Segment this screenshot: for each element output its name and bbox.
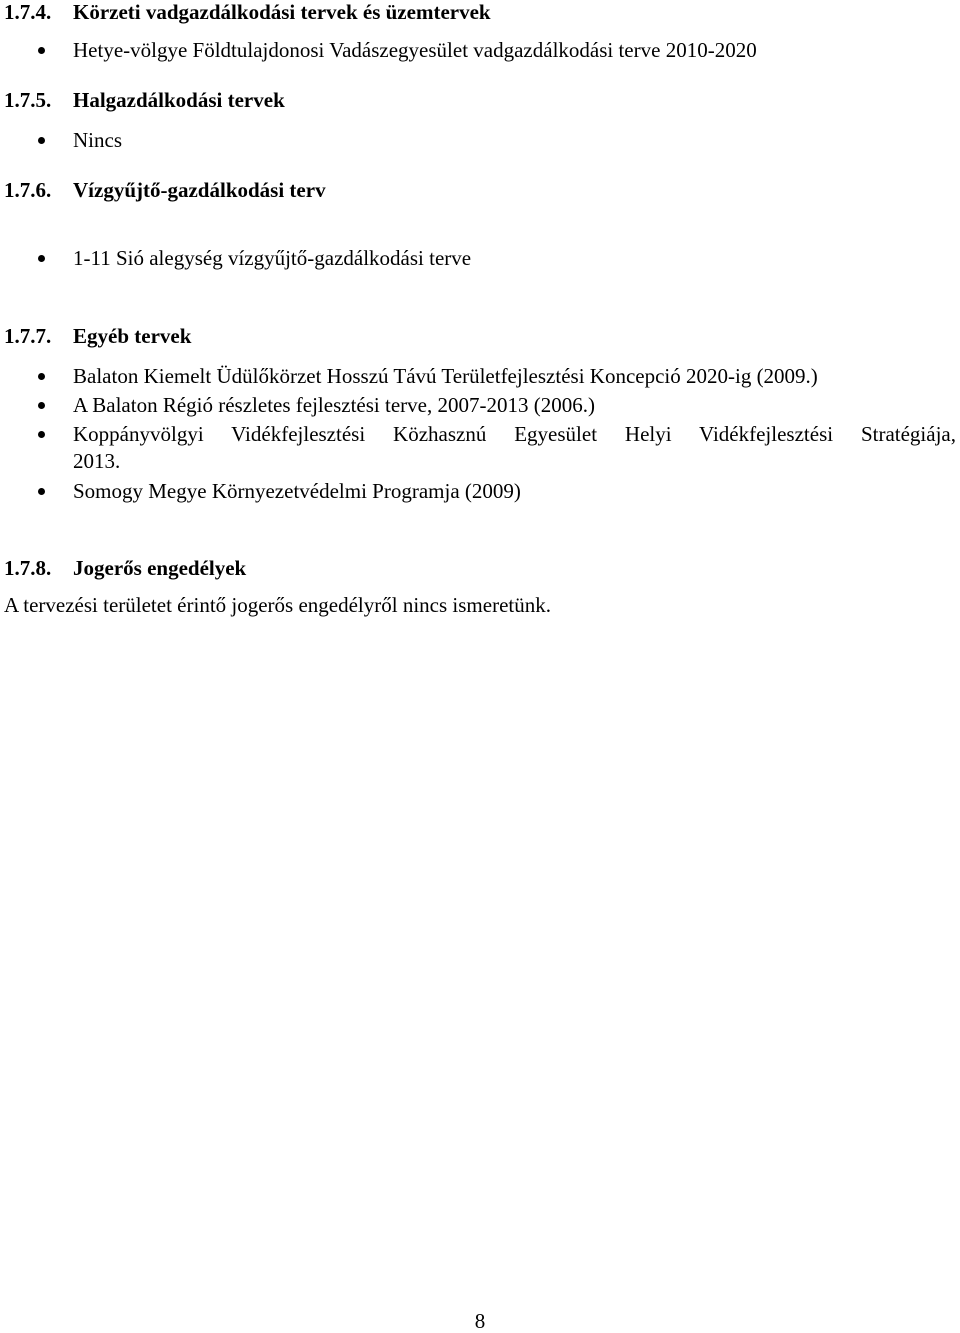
page-number: 8 <box>474 1309 486 1333</box>
section-number: 1.7.7. <box>4 324 52 348</box>
list-item-text: Nincs <box>73 128 122 152</box>
list-item-text: 1-11 Sió alegység vízgyűjtő-gazdálkodási terve <box>73 246 472 270</box>
list-item-text: Koppányvölgyi Vidékfejlesztési Közhasznú Egyesület Helyi Vidékfejlesztési Stratégiája, <box>73 422 956 446</box>
list-item-continuation: 2013. <box>73 449 121 473</box>
bullet-icon <box>38 255 45 262</box>
bullet-icon <box>38 137 45 144</box>
bullet-icon <box>38 431 45 438</box>
list-item-text: A Balaton Régió részletes fejlesztési terve, 2007-2013 (2006.) <box>73 393 595 417</box>
section-heading-1-7-8 <box>4 556 246 580</box>
section-heading-1-7-4 <box>4 0 491 24</box>
section-title: Halgazdálkodási tervek <box>73 88 285 112</box>
section-heading-1-7-5 <box>4 88 285 112</box>
section-number: 1.7.5. <box>4 88 52 112</box>
section-title: Vízgyűjtő-gazdálkodási terv <box>73 178 326 202</box>
list-item-text: Somogy Megye Környezetvédelmi Programja (2009) <box>73 479 521 503</box>
section-title: Jogerős engedélyek <box>73 556 247 580</box>
bullet-icon <box>38 47 45 54</box>
section-heading-1-7-6 <box>4 178 326 202</box>
bullet-icon <box>38 373 45 380</box>
section-number: 1.7.4. <box>4 0 52 24</box>
list-item-text: Balaton Kiemelt Üdülőkörzet Hosszú Távú Területfejlesztési Koncepció 2020-ig (2009.) <box>73 364 818 388</box>
section-number: 1.7.6. <box>4 178 52 202</box>
section-heading-1-7-7 <box>4 324 191 348</box>
body-paragraph: A tervezési területet érintő jogerős engedélyről nincs ismeretünk. <box>4 593 551 617</box>
bullet-icon <box>38 488 45 495</box>
bullet-icon <box>38 402 45 409</box>
list-item-text: Hetye-völgye Földtulajdonosi Vadászegyesület vadgazdálkodási terve 2010-2020 <box>73 38 757 62</box>
section-title: Egyéb tervek <box>73 324 192 348</box>
section-number: 1.7.8. <box>4 556 52 580</box>
section-title: Körzeti vadgazdálkodási tervek és üzemtervek <box>73 0 491 24</box>
